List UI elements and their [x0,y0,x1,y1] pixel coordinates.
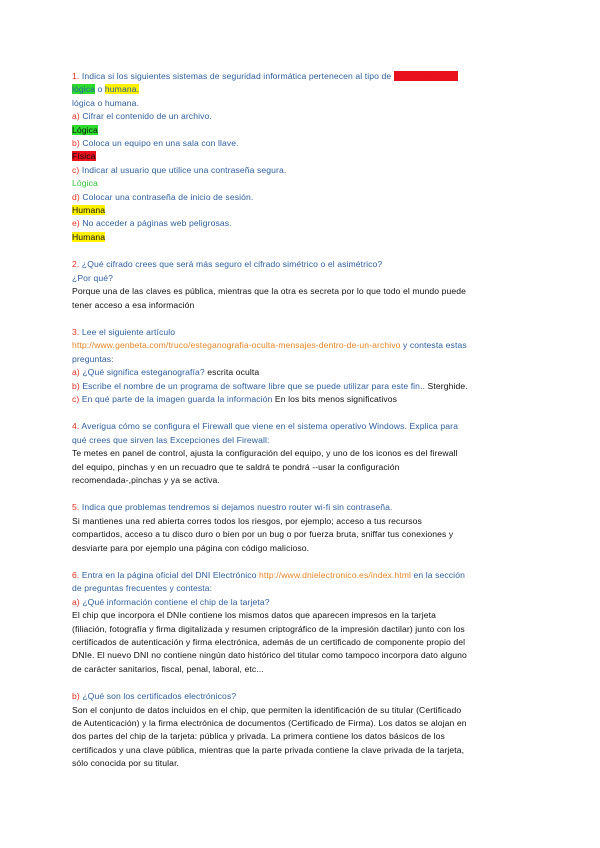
item-question: Escribe el nombre de un programa de software libre que se puede utilizar para este fin.. [79,380,426,391]
q1-item-e [72,217,532,230]
item-text: Cifrar el contenido de un archivo. [79,111,212,122]
q1-prompt: Indica si los siguientes sistemas de seguridad informática pertenecen al tipo de [79,71,394,81]
q6-item-a [72,596,532,609]
q2-answer-line-2: tener acceso a esa información [72,299,195,310]
item-text: Coloca un equipo en una sala con llave. [79,138,239,149]
q5-answer-line-1: Si mantienes una red abierta corres todos los riesgos, por ejemplo; acceso a tus recursos [72,515,422,526]
q6-item-b [72,690,532,703]
q1-answer-b: Física [72,151,96,162]
item-letter: a) [72,111,80,122]
q1-answer-a: Lógica [72,124,98,135]
item-letter: c) [72,164,80,175]
q6-a-answer-line-1: El chip que incorpora el DNIe contiene los mismos datos que aparecen impresos en la tarjeta [72,610,437,621]
q5-number: 5. [72,502,80,513]
q1-option-fisica: seguridad física, [393,71,459,81]
q5-answer-line-3: desviarte para por ejemplo una página con código malicioso. [72,542,310,553]
q6-intro-line [72,569,532,582]
item-question: En qué parte de la imagen guarda la información [79,393,273,404]
item-letter: c) [72,393,80,404]
q1-options-line [72,83,532,96]
q4-answer-line-2: del equipo, pinchas y en un recuadro que te saldrá te pondrá --usar la configuración [72,461,400,472]
q1-item-b [72,137,532,150]
q1-item-a [72,110,532,123]
q1-item-d [72,191,532,204]
item-answer: Sterghide. [425,380,468,391]
q6-after-link: en la sección [411,570,465,580]
q5-question [72,501,532,514]
q5-text: Indica que problemas tendremos si dejamos nuestro router wi-fi sin contraseña. [79,502,393,513]
item-letter: b) [72,691,80,702]
q6-intro-text: Entra en la página oficial del DNI Electrónico [79,570,260,580]
item-letter: a) [72,596,80,607]
item-answer: escrita oculta [204,367,260,378]
item-question: ¿Qué significa esteganografía? [79,367,205,378]
item-question: ¿Qué información contiene el chip de la tarjeta? [79,596,270,607]
q6-a-answer-line-2: (filiación, fotografía y firma digitalizada y resumen criptográfico de la impresión dactilar) junto con los [72,623,465,634]
q1-answer-d: Humana [72,205,106,216]
q4-number: 4. [72,421,80,432]
q3-after-link: y contesta estas [400,340,467,351]
q1-option-humana: humana. [104,84,140,95]
q3-preguntas: preguntas: [72,353,114,364]
item-letter: d) [72,191,80,202]
item-question: ¿Qué son los certificados electrónicos? [79,691,237,702]
q1-repeat-line: lógica o humana. [72,97,140,108]
q3-intro-text: Lee el siguiente artículo [79,326,176,337]
q6-b-answer-line-2: de Autenticación) y la firma electrónica de documentos (Certificado de Firma). Los datos se alojan en [72,718,467,729]
item-text: Colocar una contraseña de inicio de sesión. [79,191,254,202]
q4-answer-line-1: Te metes en panel de control, ajusta la configuración del equipo, y uno de los iconos es del firewall [72,448,458,459]
q6-b-answer-line-5: sólo conocida por su titular. [72,758,180,769]
q2-text: ¿Qué cifrado crees que será más seguro el cifrado simétrico o el asimétrico? [79,259,383,270]
item-letter: b) [72,380,80,391]
item-letter: a) [72,367,80,378]
q1-answer-e: Humana [72,231,106,242]
q1-prompt-line [72,70,532,83]
q3-item-a [72,366,532,379]
q2-number: 2. [72,259,80,270]
q6-a-answer-line-5: de carácter sanitarios, fiscal, penal, laboral, etc... [72,663,264,674]
q5-answer-line-2: compartidos, acceso a tu disco duro o bien por un bug o por fuerza bruta, sniffar tus conexiones y [72,529,454,540]
q2-answer-line-1: Porque una de las claves es pública, mientras que la otra es secreta por lo que todo el mundo puede [72,286,466,297]
q3-intro [72,326,532,339]
q3-link-line [72,339,532,352]
q4-question-line-2: qué crees que sirven las Excepciones del Firewall: [72,434,270,445]
q2-why: ¿Por qué? [72,272,114,283]
q4-question-line-1 [72,420,532,433]
q6-b-answer-line-1: Son el conjunto de datos incluidos en el chip, que permiten la identificación de su titular (Certificado [72,704,462,715]
q6-dni-link[interactable]: http://www.dnielectronico.es/index.html [259,570,411,580]
item-text: No acceder a páginas web peligrosas. [79,218,232,229]
q1-answer-c: Lógica [72,178,98,189]
q3-item-c [72,393,532,406]
document-page [72,70,532,771]
q4-answer-line-3: recomendada-,pinchas y ya se activa. [72,474,220,485]
q4-text-1: Averigua cómo se configura el Firewall que viene en el sistema operativo Windows. Explica para [79,421,458,432]
q6-intro-line-2: de preguntas frecuentes y contesta: [72,583,213,594]
q3-item-b [72,380,532,393]
q6-b-answer-line-3: dos partes del chip de la tarjeta: pública y privada. La primera contiene los datos básicos de los [72,731,445,742]
q1-number: 1. [72,71,80,81]
item-letter: e) [72,218,80,229]
item-answer: En los bits menos significativos [272,393,398,404]
q6-number: 6. [72,570,80,580]
q6-b-answer-line-4: certificados y una clave pública, mientras que la parte privada contiene la clave privada de la tarjeta, [72,744,465,755]
q1-item-c [72,164,532,177]
item-letter: b) [72,138,80,149]
q1-option-separator: o [95,84,105,95]
item-text: Indicar al usuario que utilice una contraseña segura. [79,164,287,175]
q6-a-answer-line-4: DNIe. El nuevo DNI no contiene ningún dato histórico del titular como tampoco incorpora dato alguno [72,650,467,661]
q6-a-answer-line-3: certificados de autenticación y firma electrónica, además de un certificado de componente propio del [72,637,466,648]
q3-article-link[interactable]: http://www.genbeta.com/truco/esteganografia-oculta-mensajes-dentro-de-un-archivo [72,340,401,351]
q3-number: 3. [72,326,80,337]
q1-option-logica: lógica [72,84,96,95]
q2-question [72,258,532,271]
